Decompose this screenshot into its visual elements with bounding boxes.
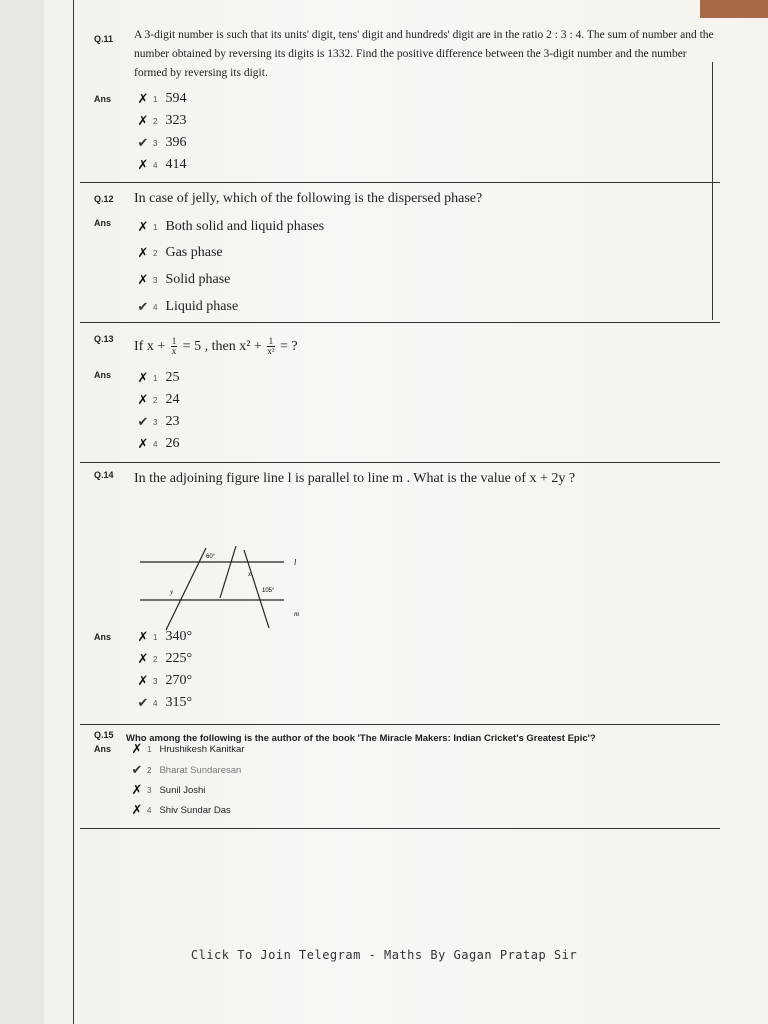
option-4: ✔ 4 315° xyxy=(137,695,193,710)
check-mark-icon: ✔ xyxy=(137,135,149,150)
option-1: ✗ 1 340° xyxy=(137,629,193,644)
option-1: ✗ 1 Hrushikesh Kanitkar xyxy=(131,741,245,756)
option-4: ✔ 4 Liquid phase xyxy=(137,299,239,314)
angle-label-x: x xyxy=(248,570,252,578)
option-3: ✔ 3 396 xyxy=(137,135,187,150)
question-block-14 xyxy=(80,462,720,725)
check-mark-icon: ✔ xyxy=(137,695,149,710)
option-3: ✗ 3 Sunil Joshi xyxy=(131,782,206,797)
question-number: Q.11 xyxy=(94,34,114,44)
option-2: ✔ 2 Bharat Sundaresan xyxy=(131,762,242,777)
option-2: ✗ 2 24 xyxy=(137,392,180,407)
option-3: ✗ 3 Solid phase xyxy=(137,272,231,287)
answer-label: Ans xyxy=(94,218,112,228)
cross-mark-icon: ✗ xyxy=(137,370,149,385)
question-number: Q.13 xyxy=(94,334,114,344)
cross-mark-icon: ✗ xyxy=(137,651,149,666)
option-4: ✗ 4 26 xyxy=(137,436,180,451)
answer-label: Ans xyxy=(94,370,112,380)
option-1: ✗ 1 Both solid and liquid phases xyxy=(137,219,325,234)
question-number: Q.12 xyxy=(94,194,114,204)
option-3: ✔ 3 23 xyxy=(137,414,180,429)
cross-mark-icon: ✗ xyxy=(137,113,149,128)
question-number: Q.14 xyxy=(94,470,114,480)
cross-mark-icon: ✗ xyxy=(137,629,149,644)
angle-label-60: 60° xyxy=(206,554,216,560)
cross-mark-icon: ✗ xyxy=(137,91,149,106)
cross-mark-icon: ✗ xyxy=(137,272,149,287)
question-block-13 xyxy=(80,322,720,463)
check-mark-icon: ✔ xyxy=(137,414,149,429)
question-text: A 3-digit number is such that its units' digit, tens' digit and hundreds' digit are in the ratio 2 : 3 : 4. The sum of number and the number obtained by reversing its digits is 1332. Find the positive difference between the 3-digit number and the number formed by reversing its digit. xyxy=(134,29,714,79)
telegram-footer-link[interactable]: Click To Join Telegram - Maths By Gagan Pratap Sir xyxy=(190,948,578,962)
cross-mark-icon: ✗ xyxy=(137,673,149,688)
fraction: $\frac{1}{\text{x²}}$ xyxy=(267,336,275,357)
option-4: ✗ 4 Shiv Sundar Das xyxy=(131,802,231,817)
cross-mark-icon: ✗ xyxy=(137,436,149,451)
left-margin-rule xyxy=(73,0,74,1024)
option-2: ✗ 2 323 xyxy=(137,113,187,128)
answer-label: Ans xyxy=(94,744,112,754)
question-number: Q.15 xyxy=(94,730,114,740)
fraction: $\frac{1}{x}$ xyxy=(171,336,177,357)
answer-label: Ans xyxy=(94,632,112,642)
option-3: ✗ 3 270° xyxy=(137,673,193,688)
question-text: If x + $\frac{1}{x}$ = 5 , then x² + $\frac{1}{\text{x²}}$ = ? xyxy=(134,336,298,357)
cross-mark-icon: ✗ xyxy=(137,157,149,172)
option-1: ✗ 1 594 xyxy=(137,91,187,106)
question-text: In the adjoining figure line l is parallel to line m . What is the value of x + 2y ? xyxy=(134,471,576,486)
check-mark-icon: ✔ xyxy=(131,762,143,777)
check-mark-icon: ✔ xyxy=(137,299,149,314)
parallel-lines-figure xyxy=(134,540,314,640)
line-label-l: l xyxy=(294,558,297,567)
question-block-15 xyxy=(80,724,720,829)
cross-mark-icon: ✗ xyxy=(137,219,149,234)
transversal-middle xyxy=(220,546,236,598)
cross-mark-icon: ✗ xyxy=(137,392,149,407)
answer-label: Ans xyxy=(94,94,112,104)
cross-mark-icon: ✗ xyxy=(131,802,143,817)
question-block-11 xyxy=(80,24,720,183)
cross-mark-icon: ✗ xyxy=(131,782,143,797)
question-block-12 xyxy=(80,182,720,323)
angle-label-105: 105° xyxy=(262,588,275,594)
background-corner xyxy=(700,0,768,18)
option-4: ✗ 4 414 xyxy=(137,157,187,172)
cross-mark-icon: ✗ xyxy=(137,245,149,260)
cross-mark-icon: ✗ xyxy=(131,741,143,756)
angle-label-y: y xyxy=(170,588,174,596)
question-text: In case of jelly, which of the following is the dispersed phase? xyxy=(134,191,483,206)
line-label-m: m xyxy=(294,610,300,618)
question-text: Who among the following is the author of the book 'The Miracle Makers: Indian Cricket's Greatest Epic'? xyxy=(126,733,596,744)
option-2: ✗ 2 Gas phase xyxy=(137,245,223,260)
option-2: ✗ 2 225° xyxy=(137,651,193,666)
option-1: ✗ 1 25 xyxy=(137,370,180,385)
